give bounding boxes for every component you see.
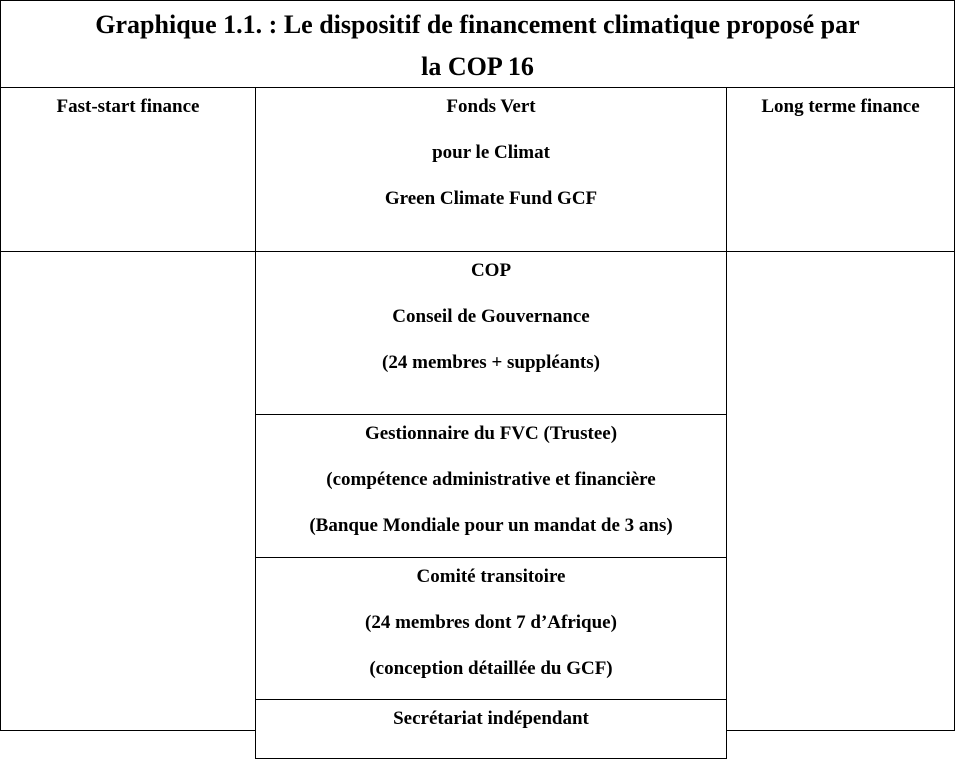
trustee-line-1: Gestionnaire du FVC (Trustee) <box>364 423 618 444</box>
cop-line-1: COP <box>470 260 512 281</box>
diagram-title-line-1: Graphique 1.1. : Le dispositif de financement climatique proposé par <box>95 10 860 39</box>
transitional-committee-box <box>255 557 727 700</box>
diagram-title-line-2: la COP 16 <box>421 52 534 81</box>
green-climate-fund-header <box>255 87 727 252</box>
comite-line-2: (24 membres dont 7 d’Afrique) <box>365 612 617 633</box>
secretariat-line-1: Secrétariat indépendant <box>393 708 589 729</box>
fast-start-finance-label: Fast-start finance <box>56 96 200 117</box>
cop-line-2: Conseil de Gouvernance <box>392 306 590 327</box>
gcf-line-1: Fonds Vert <box>446 96 536 117</box>
trustee-box <box>255 414 727 558</box>
cop-governance-box <box>255 251 727 415</box>
comite-line-3: (conception détaillée du GCF) <box>369 658 613 679</box>
fast-start-finance-header <box>0 87 256 252</box>
secretariat-box <box>255 699 727 759</box>
long-term-finance-column <box>726 251 955 731</box>
fast-start-finance-column <box>0 251 256 731</box>
diagram-title <box>0 0 955 88</box>
gcf-line-2: pour le Climat <box>432 142 550 163</box>
gcf-line-3: Green Climate Fund GCF <box>384 188 598 209</box>
long-term-finance-header <box>726 87 955 252</box>
comite-line-1: Comité transitoire <box>416 566 566 587</box>
trustee-line-3: (Banque Mondiale pour un mandat de 3 ans) <box>309 515 673 536</box>
long-term-finance-label: Long terme finance <box>761 96 920 117</box>
trustee-line-2: (compétence administrative et financière <box>326 469 656 490</box>
cop-line-3: (24 membres + suppléants) <box>382 352 600 373</box>
